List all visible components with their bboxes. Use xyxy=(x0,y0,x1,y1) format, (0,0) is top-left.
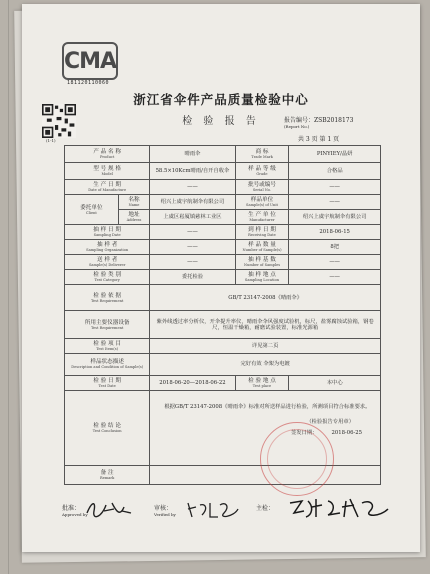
product-name-value: 晴雨伞 xyxy=(150,146,235,163)
verified-en: Verified by xyxy=(154,512,176,517)
base-qty-label: 抽 样 基 数 Number of Samples xyxy=(235,255,289,270)
table-row xyxy=(65,163,381,180)
grade-label: 样 品 等 级 Grade xyxy=(235,163,289,180)
equipment-value: 紫外线透过率分析仪，开伞提升率仪，晴雨伞伞风强度试验机，标尺，盐雾腐蚀试验箱，钢卷尺，恒温干燥箱，耐磨试验装置，标准光源箱 xyxy=(150,311,381,339)
report-number xyxy=(284,118,353,130)
sample-qty-label: 样 品 数 量 Number of Sample(s) xyxy=(235,240,289,255)
receiving-date-label: 到 样 日 期 Receiving Date xyxy=(235,225,289,240)
table-row xyxy=(65,180,381,195)
test-items-label: 检 验 项 目 Test Item(s) xyxy=(65,339,150,354)
client-name-label: 名称 Name xyxy=(118,195,150,210)
official-stamp xyxy=(260,422,334,496)
sampling-loc-value: —— xyxy=(289,270,381,285)
approver-signature xyxy=(84,497,134,521)
sampling-org-label: 抽 样 者 Sampling Organization xyxy=(65,240,150,255)
sample-qty-value: 8把 xyxy=(289,240,381,255)
report-sheet xyxy=(22,4,420,552)
deliverer-label: 送 样 者 Sample(s) Deliverer xyxy=(65,255,150,270)
table-row xyxy=(65,465,381,484)
client-name-value: 绍兴上虞宇航制伞有限公司 xyxy=(150,195,235,210)
issue-date-value: 2018-06-25 xyxy=(331,429,362,436)
verifier-signature xyxy=(184,497,240,521)
equipment-label: 所用主要仪器设备 Test Requirement xyxy=(65,311,150,339)
table-row xyxy=(65,285,381,311)
verified-label: 审核： xyxy=(154,505,173,512)
report-no-value: ZSB2018173 xyxy=(314,117,354,124)
tested-by xyxy=(256,503,274,512)
approval-row xyxy=(58,497,398,523)
conclusion-label: 检 验 结 论 Test Conclusion xyxy=(65,390,150,465)
cma-code: 181120110060 xyxy=(66,80,110,86)
test-place-label: 检 验 地 点 Test place xyxy=(235,375,289,390)
mfg-date-value: —— xyxy=(150,180,235,195)
sampling-org-value: —— xyxy=(150,240,235,255)
manufacturer-value: 绍兴上虞宇航制伞有限公司 xyxy=(289,210,381,225)
trade-mark-label: 商 标 Trade Mark xyxy=(235,146,289,163)
approved-label: 批准： xyxy=(62,505,81,512)
remark-label: 备 注 Remark xyxy=(65,465,150,484)
test-category-value: 委托检验 xyxy=(150,270,235,285)
sampling-loc-label: 抽 样 地 点 Sampling Location xyxy=(235,270,289,285)
test-basis-label: 检 验 依 据 Test Requirement xyxy=(65,285,150,311)
report-no-label: 报告编号： xyxy=(284,117,315,124)
trade-mark-value: PINYIEY/晶妍 xyxy=(289,146,381,163)
sample-unit-label: 样品单位 Sample(s) of Unit xyxy=(235,195,289,210)
address-label: 地址 Address xyxy=(118,210,150,225)
table-row xyxy=(65,354,381,375)
conclusion-text: 根据GB/T 23147-2008《晴雨伞》标准对所送样品进行检验，所测项目符合标准要求。 xyxy=(164,403,371,410)
sample-unit-value: —— xyxy=(289,195,381,210)
center-title: 浙江省伞件产品质量检验中心 xyxy=(133,92,309,107)
client-label: 委托单位 Client xyxy=(65,195,119,225)
deliverer-value: —— xyxy=(150,255,235,270)
test-place-value: 本中心 xyxy=(289,375,381,390)
table-row xyxy=(65,146,381,163)
binding-shadow xyxy=(8,0,9,574)
sampling-date-value: —— xyxy=(150,225,235,240)
product-name-label: 产 品 名 称 Product xyxy=(65,146,150,163)
tested-label: 主检： xyxy=(256,505,275,512)
tester-signature xyxy=(284,495,394,523)
table-row xyxy=(65,270,381,285)
approved-en: Approved by xyxy=(62,512,88,517)
model-label: 型 号 规 格 Model xyxy=(65,163,150,180)
test-items-value: 详见第二页 xyxy=(150,339,381,354)
verified-by xyxy=(154,503,176,517)
sampling-date-label: 抽 样 日 期 Sampling Date xyxy=(65,225,150,240)
page-info: 共 3 页 第 1 页 xyxy=(298,136,340,143)
test-date-value: 2018-06-20—2018-06-22 xyxy=(150,375,235,390)
table-row xyxy=(65,375,381,390)
description-value: 完好有效 伞架为电镀 xyxy=(150,354,381,375)
address-value: 上虞区崧厦镇慈林工业区 xyxy=(150,210,235,225)
issue-date xyxy=(154,430,376,436)
manufacturer-label: 生 产 单 位 Manufacturer xyxy=(235,210,289,225)
report-no-en: (Report No.) xyxy=(284,124,310,129)
issue-date-label: 签发日期： xyxy=(290,429,318,436)
serial-value: —— xyxy=(289,180,381,195)
table-row xyxy=(65,195,381,210)
cma-logo xyxy=(62,42,118,80)
table-row xyxy=(65,339,381,354)
grade-value: 合格品 xyxy=(289,163,381,180)
mfg-date-label: 生 产 日 期 Date of Manufacture xyxy=(65,180,150,195)
report-table xyxy=(64,145,381,485)
test-date-label: 检 验 日 期 Test Date xyxy=(65,375,150,390)
table-row xyxy=(65,225,381,240)
qr-label: (1-1) xyxy=(46,138,56,143)
table-row xyxy=(65,311,381,339)
qr-code-icon xyxy=(42,104,76,138)
receiving-date-value: 2018-06-15 xyxy=(289,225,381,240)
table-row xyxy=(65,240,381,255)
base-qty-value: —— xyxy=(289,255,381,270)
report-title: 检 验 报 告 xyxy=(182,116,260,127)
test-basis-value: GB/T 23147-2008《晴雨伞》 xyxy=(150,285,381,311)
stamp-note: （检验报告专用章） xyxy=(306,418,354,425)
model-value: 58.5×10Kcm晴雨/自开自收伞 xyxy=(150,163,235,180)
serial-label: 批号或编号 Serial No. xyxy=(235,180,289,195)
test-category-label: 检 验 类 别 Test Category xyxy=(65,270,150,285)
description-label: 样品状态描述 Description and Condition of Sample(s) xyxy=(65,354,150,375)
cma-logo-mark: CMA xyxy=(63,48,117,74)
table-row xyxy=(65,255,381,270)
official-stamp-ring xyxy=(267,429,327,489)
